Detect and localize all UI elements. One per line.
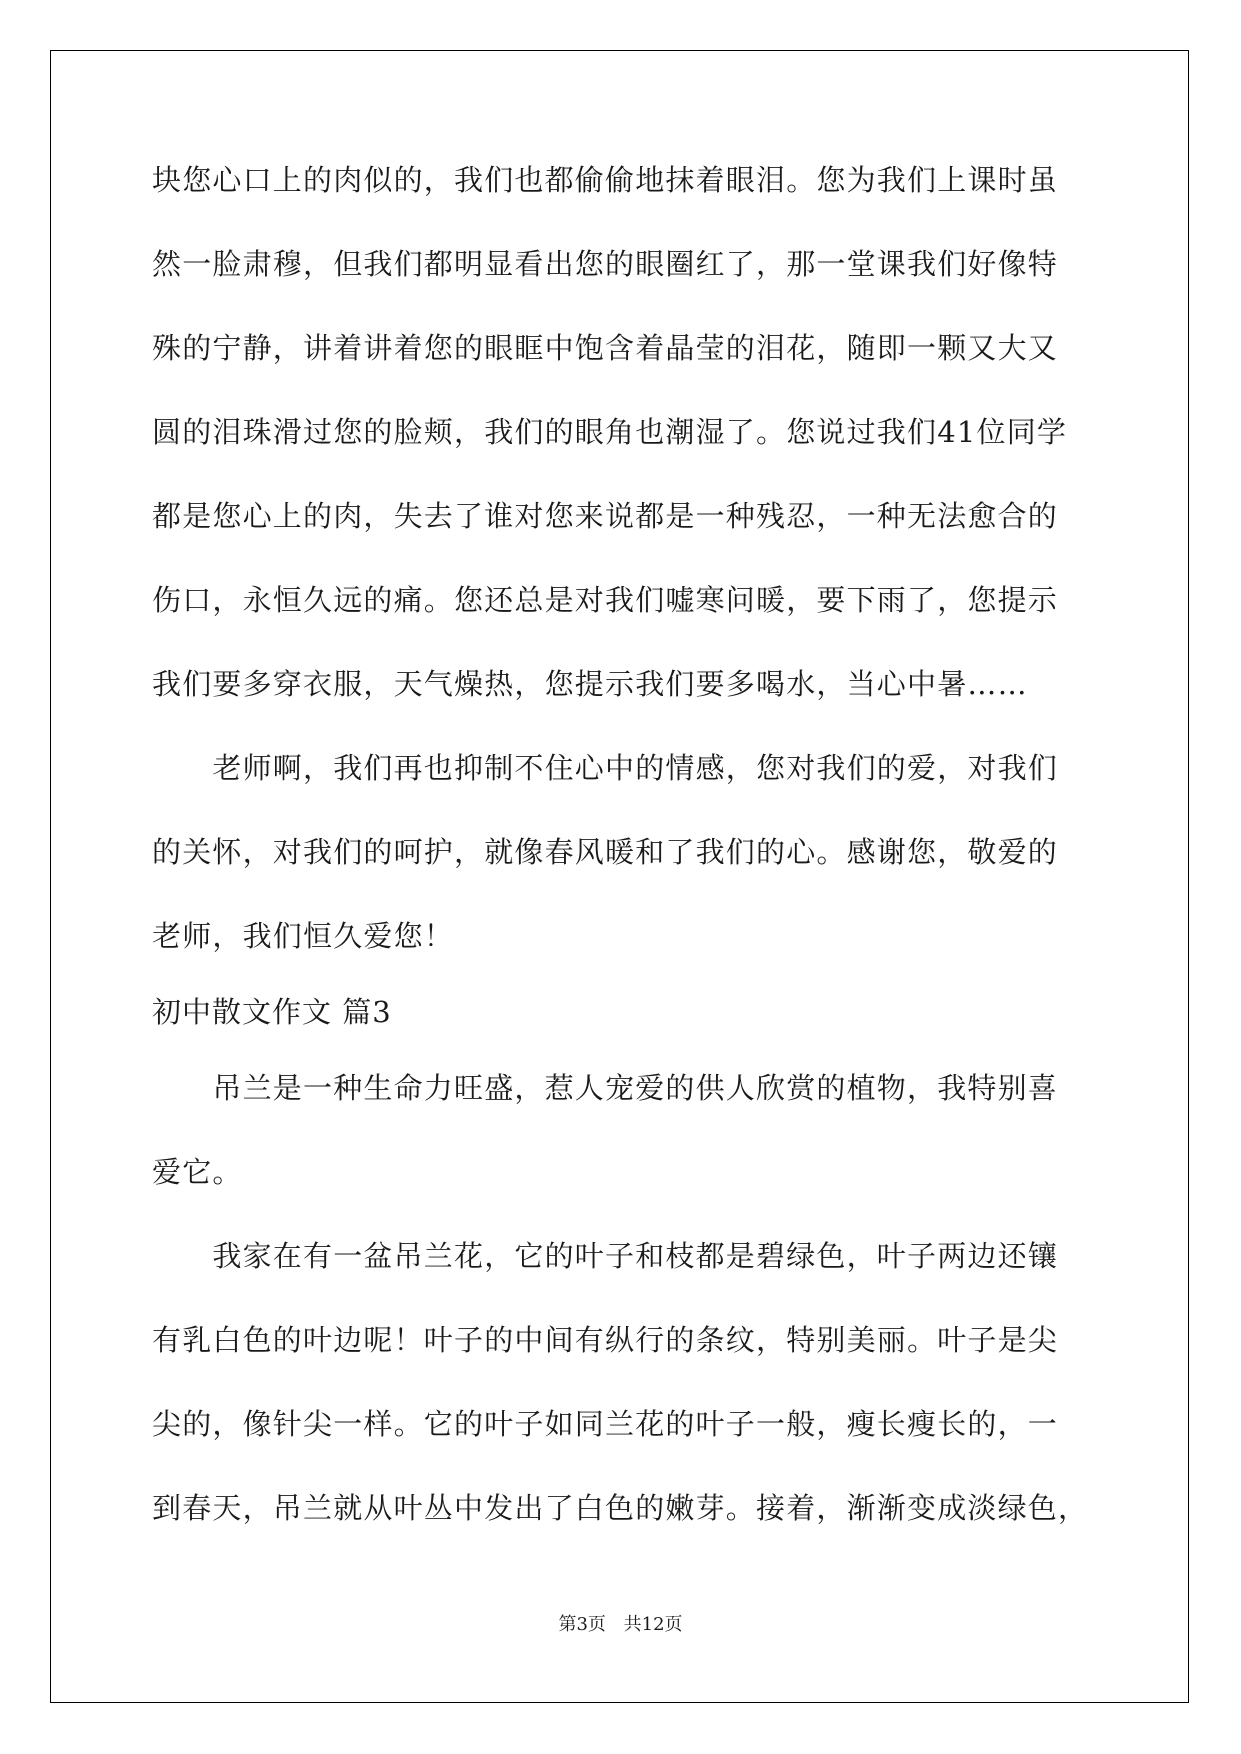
text-line: 圆的泪珠滑过您的脸颊，我们的眼角也潮湿了。您说过我们41位同学: [152, 415, 1068, 449]
page-number: 第3页: [558, 1614, 606, 1635]
text-line: 尖的，像针尖一样。它的叶子如同兰花的叶子一般，瘦长瘦长的，一: [152, 1407, 1059, 1441]
text-line: 殊的宁静，讲着讲着您的眼眶中饱含着晶莹的泪花，随即一颗又大又: [152, 331, 1059, 365]
text-line: 老师，我们恒久爱您！: [152, 919, 455, 953]
section-heading: 初中散文作文 篇3: [152, 995, 392, 1029]
page-footer: [0, 1610, 1241, 1636]
text-line: 有乳白色的叶边呢！叶子的中间有纵行的条纹，特别美丽。叶子是尖: [152, 1323, 1059, 1357]
text-line: 然一脸肃穆，但我们都明显看出您的眼圈红了，那一堂课我们好像特: [152, 247, 1059, 281]
text-line: 的关怀，对我们的呵护，就像春风暖和了我们的心。感谢您，敬爱的: [152, 835, 1059, 869]
text-line: 块您心口上的肉似的，我们也都偷偷地抹着眼泪。您为我们上课时虽: [152, 163, 1059, 197]
text-line: 我家在有一盆吊兰花，它的叶子和枝都是碧绿色，叶子两边还镶: [152, 1239, 1059, 1273]
text-line: 爱它。: [152, 1155, 243, 1189]
text-line: 我们要多穿衣服，天气燥热，您提示我们要多喝水，当心中暑……: [152, 667, 1028, 701]
text-line: 伤口，永恒久远的痛。您还总是对我们嘘寒问暖，要下雨了，您提示: [152, 583, 1059, 617]
text-line: 到春天，吊兰就从叶丛中发出了白色的嫩芽。接着，渐渐变成淡绿色，: [152, 1491, 1089, 1525]
text-line: 老师啊，我们再也抑制不住心中的情感，您对我们的爱，对我们: [152, 751, 1059, 785]
text-line: 都是您心上的肉，失去了谁对您来说都是一种残忍，一种无法愈合的: [152, 499, 1059, 533]
document-body: [152, 160, 1092, 1572]
page-total: 共12页: [623, 1614, 683, 1635]
text-line: 吊兰是一种生命力旺盛，惹人宠爱的供人欣赏的植物，我特别喜: [152, 1071, 1059, 1105]
